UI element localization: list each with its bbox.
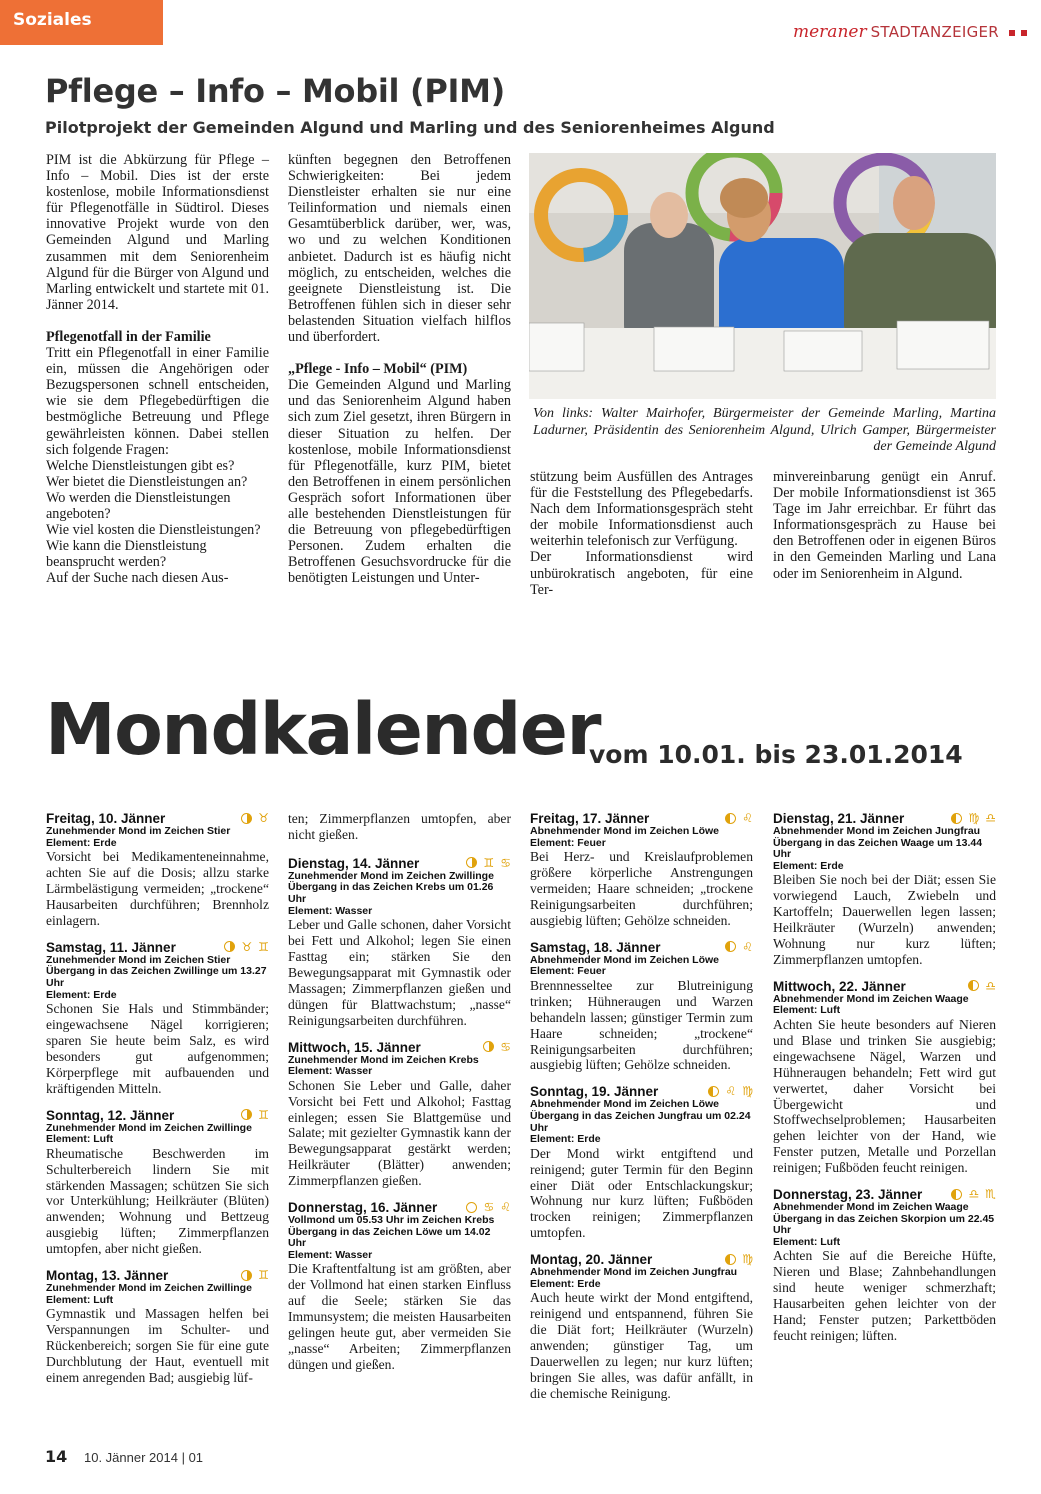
waning-moon-icon <box>951 813 962 824</box>
entry-day: Freitag, 10. Jänner <box>46 811 166 826</box>
entry-text: Rheumatische Beschwerden im Schulterbereich lindern Sie mit stärkenden Massagen; schützen Sie sich vor Unterkühlung; Heilkräuter (Blüten) anwenden; Wohnung und Bettzeug ausgiebig lüften; Zimmerpflanzen umtopfen, aber nicht gießen. <box>46 1145 269 1257</box>
issue-date: 10. Jänner 2014 | 01 <box>84 1450 204 1465</box>
full-moon-icon <box>466 1202 477 1213</box>
entry-text: Brennnesseltee zur Blutreinigung trinken; Hühneraugen und Warzen behandeln lassen; günstiger Termin zum Haare schneiden; „trockene“ Reinigungsarbeiten durchführen; ausgiebig lüften; Gehölze schneiden. <box>530 977 753 1073</box>
moon-symbols <box>725 941 753 953</box>
calendar-entry <box>288 811 511 843</box>
gemini-icon: ♊ <box>258 1107 269 1122</box>
entry-day: Mittwoch, 15. Jänner <box>288 1039 421 1055</box>
virgo-icon: ♍ <box>968 811 980 825</box>
article-question: Welche Dienstleistungen gibt es? <box>46 457 235 474</box>
entry-text: Bleiben Sie noch bei der Diät; essen Sie vorwiegend Lauch, Zwiebeln und Kartoffeln; Dauerwellen legen lassen; Heilkräuter (Wurzeln) anwenden; Wohnung nur kurz lüften; Zimmerpflanzen umtopfen. <box>773 872 996 967</box>
mondkalender-subtitle: vom 10.01. bis 23.01.2014 <box>589 740 963 769</box>
calendar-entry <box>46 811 269 929</box>
moon-symbols <box>483 1041 511 1053</box>
waning-moon-icon <box>725 941 736 952</box>
entry-meta: Zunehmender Mond im Zeichen Stier <box>46 825 231 837</box>
moon-symbols <box>951 1188 996 1200</box>
waning-moon-icon <box>708 1086 719 1097</box>
entry-element: Element: Luft <box>46 1133 114 1146</box>
waning-moon-icon <box>951 1189 962 1200</box>
entry-meta: Abnehmender Mond im Zeichen Jungfrau <box>773 825 981 837</box>
article-question: Wo werden die Dienstleistungen angeboten? <box>46 489 231 522</box>
entry-meta: Zunehmender Mond im Zeichen Zwillinge <box>46 1121 252 1134</box>
masthead-part2: STADTANZEIGER <box>870 23 999 41</box>
article-paragraph: Tritt ein Pflegenotfall in einer Familie ein, müssen die Angehörigen oder Bezugspersonen schnell entscheiden, wie sie dem Pflegebedürftigen die bestmögliche Betreuung und Pflege gewährleisten können. Dabei stellen sich folgende Fragen: <box>46 345 269 458</box>
calendar-entry <box>530 1084 753 1241</box>
entry-element: Element: Erde <box>46 988 117 1001</box>
taurus-icon: ♉ <box>241 939 253 954</box>
article-paragraph: PIM ist die Abkürzung für Pflege – Info – Mobil. Dies ist der erste kostenlose, mobile Informationsdienst für Pflegenotfälle in Südtirol. Dieses innovative Projekt wurde von den Gemeinden Algund und Marling zusammen mit dem Seniorenheim Algund für die Bürger von Algund und Marling entwickelt und startete mit 01. Jänner 2014. <box>46 152 269 313</box>
masthead-square <box>1009 30 1015 36</box>
scorpio-icon: ♏ <box>985 1187 996 1202</box>
entry-day: Sonntag, 19. Jänner <box>530 1084 659 1100</box>
waxing-moon-icon <box>224 941 235 952</box>
entry-text: Die Kraftentfaltung ist am größten, aber der Vollmond hat einen starken Einfluss auf die Seele; stärken Sie das Immunsystem; die meisten Hausarbeiten gelingen heute gut, aber vermeiden Sie „nasse“ Arbeiten; Zimmerpflanzen düngen und gießen. <box>288 1261 511 1372</box>
entry-text: Schonen Sie Hals und Stimmbänder; eingewachsene Nägel korrigieren; sparen Sie heute beim Salz, es wird besonders gut aufgenommen; Körperpflege mit aufbauenden und kräftigenden Mitteln. <box>46 1001 269 1096</box>
entry-meta: Vollmond um 05.53 Uhr im Zeichen Krebs <box>288 1214 495 1227</box>
entry-day: Dienstag, 21. Jänner <box>773 811 905 826</box>
moon-symbols <box>241 812 269 824</box>
moon-symbols <box>466 857 511 869</box>
leo-icon: ♌ <box>500 1200 511 1215</box>
entry-element: Element: Luft <box>46 1293 114 1306</box>
calendar-entry <box>46 940 269 1097</box>
masthead-square <box>1021 30 1027 36</box>
cancer-icon: ♋ <box>483 1200 495 1215</box>
entry-day: Sonntag, 12. Jänner <box>46 1107 175 1123</box>
entry-meta: Übergang in das Zeichen Jungfrau um 02.24 Uhr <box>530 1109 751 1134</box>
leo-icon: ♌ <box>742 811 753 825</box>
waxing-moon-icon <box>483 1041 494 1052</box>
waxing-moon-icon <box>466 857 477 868</box>
entry-meta: Abnehmender Mond im Zeichen Löwe <box>530 953 720 966</box>
article-paragraph: Die Gemeinden Algund und Marling und das Seniorenheim Algund haben sich zum Ziel gesetzt, ihren Bürgern in dieser Situation zu helfen. Der kostenlose, mobile Informationsdienst für Pflegenotfälle, kurz PIM, bietet den Betroffenen in einem persönlichen Gespräch sofort Informationen über alle bestehenden Dienstleistungen für die Betreuung von pflegebedürftigen Personen. Zudem erhalten die Betroffenen Gesuchsvordrucke für die benötigten Leistungen und Unter- <box>288 377 511 587</box>
waxing-moon-icon <box>241 1109 252 1120</box>
entry-day: Freitag, 17. Jänner <box>530 811 650 826</box>
calendar-entry <box>530 940 753 1074</box>
calendar-entry <box>46 1268 269 1386</box>
entry-meta: Zunehmender Mond im Zeichen Krebs <box>288 1053 479 1066</box>
virgo-icon: ♍ <box>742 1252 753 1267</box>
article-question: Wie viel kosten die Dienstleistungen? <box>46 522 261 539</box>
article-subtitle: Pilotprojekt der Gemeinden Algund und Marling und des Seniorenheimes Algund <box>45 118 775 137</box>
moon-symbols <box>725 1253 753 1265</box>
entry-day: Samstag, 18. Jänner <box>530 939 661 955</box>
section-tab <box>0 0 163 45</box>
calendar-entry <box>288 856 511 1029</box>
article-column-1 <box>46 152 269 586</box>
entry-element: Element: Luft <box>773 1235 841 1248</box>
entry-day: Montag, 13. Jänner <box>46 1268 169 1284</box>
calendar-entry <box>773 979 996 1176</box>
entry-text: Bei Herz- und Kreislaufproblemen größere körperliche Anstrengungen vermeiden; Haare schneiden; „trockene Reinigungsarbeiten durchführen; ausgiebig lüften; Gehölze schneiden. <box>530 849 753 928</box>
leo-icon: ♌ <box>725 1084 737 1099</box>
entry-meta: Zunehmender Mond im Zeichen Stier <box>46 953 231 966</box>
entry-text: Achten Sie auf die Bereiche Hüfte, Nieren und Blase; Zahnbehandlungen sind heute weniger schmerzhaft; Hausarbeiten gehen leichter von der Hand; Fenster putzen; Parkettböden feucht reinigen; lüften. <box>773 1248 996 1343</box>
entry-element: Element: Feuer <box>530 965 606 978</box>
moon-symbols <box>466 1201 511 1213</box>
moon-calendar-column-1 <box>46 811 269 1386</box>
moon-calendar-column-2 <box>288 811 511 1373</box>
article-photo <box>529 153 996 399</box>
entry-text: Schonen Sie Leber und Galle, daher Vorsicht bei Fett und Alkohol; Fasttag einlegen; essen Sie Blattgemüse und Salate; mit gezielter Gymnastik kann der Bewegungsapparat gestärkt werden; Heilkräuter (Blätter) anwenden; Zimmerpflanzen gießen. <box>288 1077 511 1189</box>
entry-meta: Abnehmender Mond im Zeichen Waage <box>773 1201 969 1214</box>
moon-symbols <box>968 980 996 992</box>
entry-meta: Abnehmender Mond im Zeichen Waage <box>773 992 969 1005</box>
article-section-heading: „Pflege - Info – Mobil“ (PIM) <box>288 361 468 378</box>
entry-day: Donnerstag, 23. Jänner <box>773 1187 923 1203</box>
libra-icon: ♎ <box>985 978 996 993</box>
calendar-entry <box>530 811 753 929</box>
calendar-entry <box>530 1252 753 1402</box>
article-question: Wer bietet die Dienstleistungen an? <box>46 473 248 490</box>
article-section-heading: Pflegenotfall in der Familie <box>46 328 211 345</box>
article-title: Pflege – Info – Mobil (PIM) <box>45 72 505 110</box>
mondkalender-title: Mondkalender <box>45 688 600 771</box>
entry-meta: Übergang in das Zeichen Waage um 13.44 Uhr <box>773 836 983 861</box>
article-paragraph: Auf der Suche nach diesen Aus- <box>46 570 229 587</box>
masthead <box>793 22 1027 42</box>
moon-symbols <box>708 1085 753 1097</box>
entry-meta: Übergang in das Zeichen Skorpion um 22.45 Uhr <box>773 1212 995 1237</box>
entry-meta: Übergang in das Zeichen Krebs um 01.26 Uhr <box>288 881 494 905</box>
article-paragraph: künften begegnen den Betroffenen Schwierigkeiten: Bei jedem Dienstleister erhalten sie nur eine Teilinformation und niemals einen Gesamtüberblick darüber, wer, was, wo und zu welchen Konditionen anbietet. Dadurch ist es häufig nicht möglich, zu entscheiden, welches die geeignete Dienstleistung ist. Die Betroffenen fühlen sich in dieser sehr belastenden Situation vielfach hilflos und überfordert. <box>288 152 511 346</box>
article-paragraph: stützung beim Ausfüllen des Antrages für die Feststellung des Pflegebedarfs. Nach dem Informationsgespräch steht der mobile Informationsdienst auch weiterhin telefonisch zur Verfügung. <box>530 469 753 550</box>
article-question: Wie kann die Dienstleistung beansprucht werden? <box>46 538 207 571</box>
entry-meta: Abnehmender Mond im Zeichen Löwe <box>530 825 720 837</box>
article-paragraph: minvereinbarung genügt ein Anruf. Der mobile Informationsdienst ist 365 Tage im Jahr erreichbar. Er führt das Informationsgespräch zu Hause bei den Betroffenen oder in eigenen Büros in den Gemeinden Marling und Lana oder im Seniorenheim in Algund. <box>773 469 996 582</box>
article-column-3 <box>530 469 753 598</box>
moon-symbols <box>241 1269 269 1281</box>
waxing-moon-icon <box>241 1270 252 1281</box>
moon-symbols <box>224 941 269 953</box>
entry-element: Element: Wasser <box>288 904 373 917</box>
calendar-entry <box>288 1040 511 1190</box>
leo-icon: ♌ <box>742 939 753 954</box>
entry-element: Element: Erde <box>530 1277 601 1290</box>
moon-calendar-column-3 <box>530 811 753 1402</box>
waning-moon-icon <box>725 1254 736 1265</box>
entry-element: Element: Erde <box>530 1133 601 1146</box>
article-paragraph: Der Informationsdienst wird unbürokratisch angeboten, für eine Ter- <box>530 549 753 598</box>
entry-text: Vorsicht bei Medikamenteneinnahme, achten Sie auf die Dosis; allzu starke Lärmbelästigung vermeiden; „trockene“ Hausarbeiten durchführen; Brennholz einlagern. <box>46 849 269 928</box>
gemini-icon: ♊ <box>258 1268 269 1283</box>
entry-text: Der Mond wirkt entgiftend und reinigend; guter Termin für den Beginn einer Diät oder Entschlackungskur; Wohnung nur kurz lüften; Fußböden trocken reinigen; Zimmerpflanzen umtopfen. <box>530 1145 753 1241</box>
entry-meta: Zunehmender Mond im Zeichen Zwillinge <box>46 1282 252 1295</box>
entry-meta: Abnehmender Mond im Zeichen Jungfrau <box>530 1266 738 1279</box>
waning-moon-icon <box>725 813 736 824</box>
cancer-icon: ♋ <box>500 855 511 870</box>
waxing-moon-icon <box>241 813 252 824</box>
entry-text: Leber und Galle schonen, daher Vorsicht bei Fett und Alkohol; legen Sie einen Fasttag ein; stärken Sie den Bewegungsapparat mit Gymnastik oder Massagen; Zimmerpflanzen gießen und düngen für Blattwachstum; „nasse“ Reinigungsarbeiten durchführen. <box>288 917 511 1028</box>
gemini-icon: ♊ <box>258 939 269 954</box>
section-label: Soziales <box>13 10 92 30</box>
entry-element: Element: Wasser <box>288 1065 373 1078</box>
moon-symbols <box>725 812 753 824</box>
cancer-icon: ♋ <box>500 1039 511 1054</box>
entry-meta: Abnehmender Mond im Zeichen Löwe <box>530 1098 720 1111</box>
entry-meta: Übergang in das Zeichen Zwillinge um 13.27 Uhr <box>46 965 267 989</box>
calendar-entry <box>288 1200 511 1373</box>
masthead-part1: meraner <box>793 22 867 42</box>
entry-day: Montag, 20. Jänner <box>530 1252 653 1268</box>
calendar-entry <box>773 1187 996 1344</box>
entry-day: Mittwoch, 22. Jänner <box>773 978 906 994</box>
waning-moon-icon <box>968 980 979 991</box>
virgo-icon: ♍ <box>742 1084 753 1099</box>
entry-element: Element: Luft <box>773 1004 841 1017</box>
libra-icon: ♎ <box>968 1187 980 1202</box>
entry-text: Achten Sie heute besonders auf Nieren und Blase und trinken Sie ausgiebig; eingewachsene Nägel, Warzen und Hühneraugen behandeln; Fett wird gut verwertet, daher Vorsicht bei Übergewicht und Stoffwechselproblemen; Hausarbeiten gehen leichter von der Hand, wie Fenster putzen, Metalle und Porzellan reinigen; Fußböden feucht reinigen. <box>773 1017 996 1176</box>
photo-caption: Von links: Walter Mairhofer, Bürgermeister der Gemeinde Marling, Martina Ladurner, Präsidentin des Seniorenheim Algund, Ulrich Gamper, Bürgermeister der Gemeinde Algund <box>533 406 996 454</box>
article-column-4 <box>773 469 996 582</box>
entry-text: Auch heute wirkt der Mond entgiftend, reinigend und entspannend, führen Sie die Diät fort; Heilkräuter (Wurzeln) anwenden; günstiger Tag, um Dauerwellen zu legen; nur kurz lüften; bringen Sie alles, was dafür anfällt, in die chemische Reinigung. <box>530 1290 753 1401</box>
entry-element: Element: Erde <box>773 859 844 872</box>
entry-meta: Zunehmender Mond im Zeichen Zwillinge <box>288 869 494 882</box>
moon-symbols <box>241 1109 269 1121</box>
entry-text: Gymnastik und Massagen helfen bei Verspannungen im Schulter- und Rückenbereich; sorgen Sie für eine gute Durchblutung der Haut, eventuell mit einem anregenden Bad; ausgiebig lüf- <box>46 1306 269 1385</box>
taurus-icon: ♉ <box>258 811 269 825</box>
article-column-2 <box>288 152 511 586</box>
calendar-entry <box>773 811 996 968</box>
entry-day: Dienstag, 14. Jänner <box>288 855 420 871</box>
entry-element: Element: Erde <box>46 836 117 849</box>
calendar-entry <box>46 1108 269 1258</box>
entry-meta: Übergang in das Zeichen Löwe um 14.02 Uhr <box>288 1225 491 1250</box>
gemini-icon: ♊ <box>483 855 495 870</box>
entry-element: Element: Wasser <box>288 1248 373 1261</box>
entry-element: Element: Feuer <box>530 836 606 849</box>
entry-text: ten; Zimmerpflanzen umtopfen, aber nicht gießen. <box>288 811 511 842</box>
libra-icon: ♎ <box>985 811 996 825</box>
moon-symbols <box>951 812 996 824</box>
entry-day: Donnerstag, 16. Jänner <box>288 1200 438 1216</box>
moon-calendar-column-4 <box>773 811 996 1344</box>
entry-day: Samstag, 11. Jänner <box>46 939 176 955</box>
page-number: 14 <box>45 1447 68 1466</box>
